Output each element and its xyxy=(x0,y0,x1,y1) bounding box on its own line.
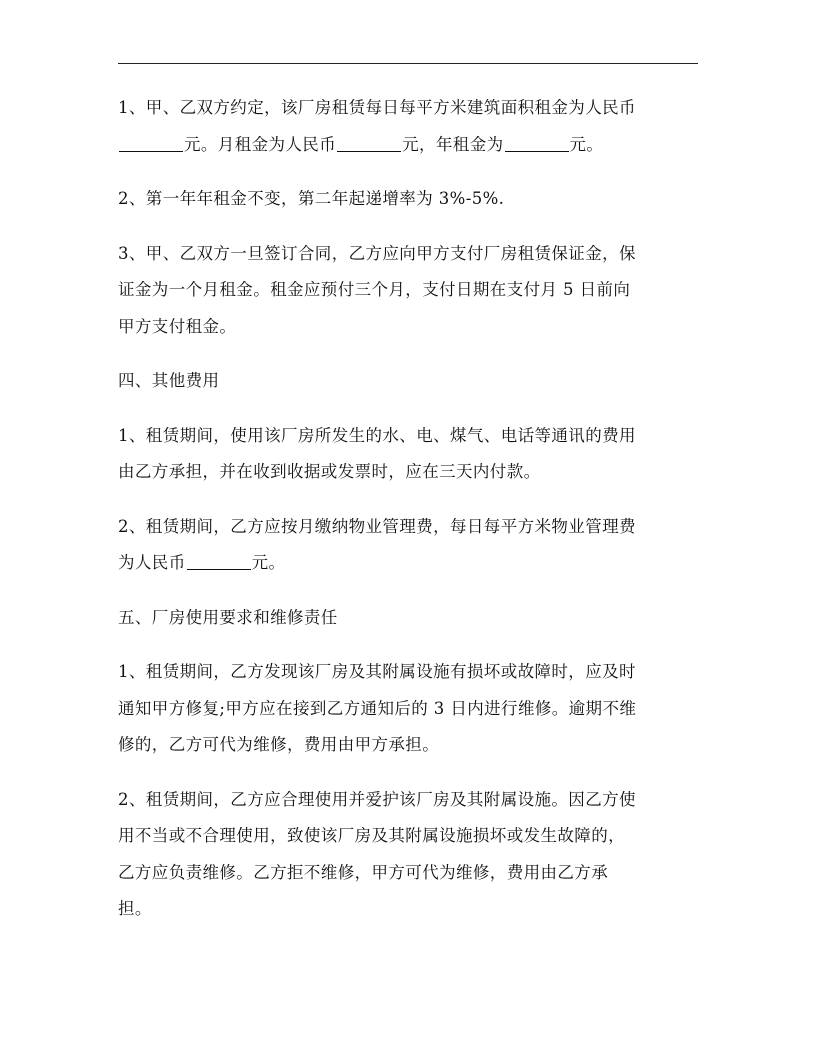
fill-blank xyxy=(187,553,251,570)
paragraph-rent-price xyxy=(118,90,698,163)
text-segment: 为人民币 xyxy=(118,553,186,572)
paragraph-deposit xyxy=(118,236,698,346)
section-heading-other-fees: 四、其他费用 xyxy=(118,371,220,390)
text-line: 乙方应负责维修。乙方拒不维修，甲方可代为维修，费用由乙方承 xyxy=(118,862,609,882)
text-line: 3、甲、乙双方一旦签订合同，乙方应向甲方支付厂房租赁保证金，保 xyxy=(118,243,636,263)
section-heading-usage: 五、厂房使用要求和维修责任 xyxy=(118,607,338,627)
text-line: 甲方支付租金。 xyxy=(118,316,237,336)
paragraph-utilities xyxy=(118,418,698,491)
text-line xyxy=(118,127,698,164)
paragraph-rent-increase: 2、第一年年租金不变，第二年起递增率为 3%-5%. xyxy=(118,189,505,208)
text-segment: 元，年租金为 xyxy=(402,134,504,154)
text-line: 担。 xyxy=(118,899,152,918)
header-rule xyxy=(118,63,698,64)
fill-blank xyxy=(505,135,569,152)
paragraph-repair-tenant xyxy=(118,782,698,928)
text-line: 用不当或不合理使用，致使该厂房及其附属设施损坏或发生故障的， xyxy=(118,826,625,845)
text-line: 1、租赁期间，乙方发现该厂房及其附属设施有损坏或故障时，应及时 xyxy=(118,662,636,681)
text-line: 1、租赁期间，使用该厂房所发生的水、电、煤气、电话等通讯的费用 xyxy=(118,425,636,445)
text-segment: 元。 xyxy=(251,553,286,572)
text-line: 修的，乙方可代为维修，费用由甲方承担。 xyxy=(118,735,440,754)
text-line: 由乙方承担，并在收到收据或发票时，应在三天内付款。 xyxy=(118,462,541,481)
text-line: 2、租赁期间，乙方应合理使用并爱护该厂房及其附属设施。因乙方使 xyxy=(118,789,636,809)
document-body xyxy=(118,90,698,946)
text-line: 2、租赁期间，乙方应按月缴纳物业管理费，每日每平方米物业管理费 xyxy=(118,516,636,536)
text-segment: 元。 xyxy=(569,134,604,154)
text-line: 证金为一个月租金。租金应预付三个月，支付日期在支付月 5 日前向 xyxy=(118,280,631,299)
paragraph-repair-landlord xyxy=(118,654,698,764)
fill-blank xyxy=(119,135,183,152)
text-line: 通知甲方修复;甲方应在接到乙方通知后的 3 日内进行维修。逾期不维 xyxy=(118,698,637,718)
text-segment: 元。月租金为人民币 xyxy=(184,134,337,154)
text-line: 1、甲、乙双方约定，该厂房租赁每日每平方米建筑面积租金为人民币 xyxy=(118,98,636,117)
paragraph-property-fee xyxy=(118,509,698,582)
text-line xyxy=(118,545,698,582)
fill-blank xyxy=(337,135,401,152)
